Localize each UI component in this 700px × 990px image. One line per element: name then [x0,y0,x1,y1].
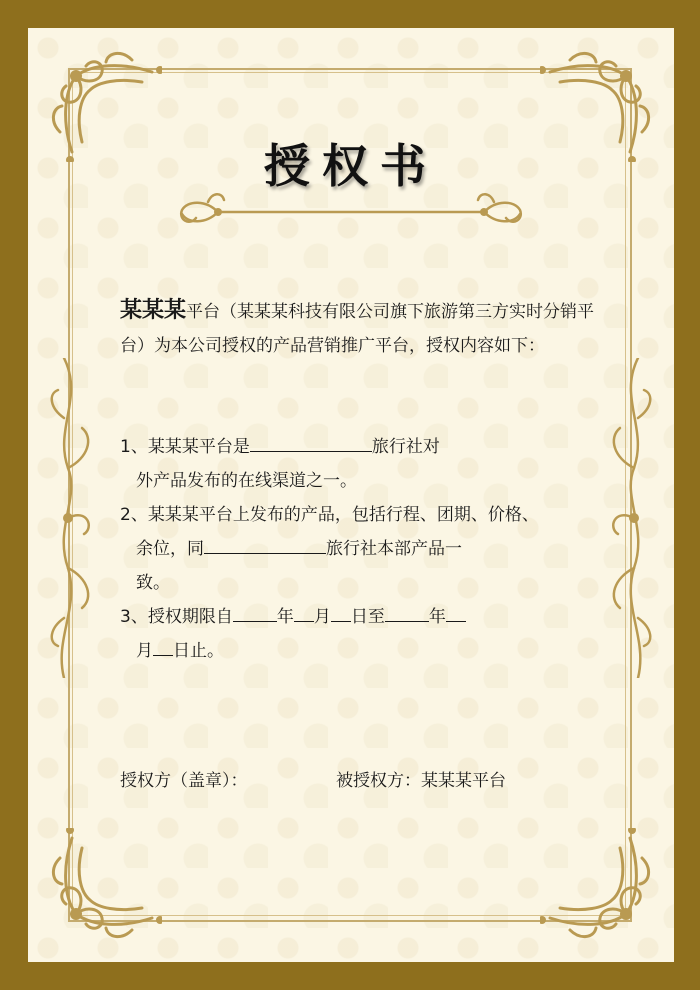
side-vine-ornament-icon [598,358,658,678]
signature-row [120,766,602,791]
corner-ornament-icon [42,828,162,948]
item2-text-a: 2、某某某平台上发布的产品，包括行程、团期、价格、 [120,505,539,525]
item3-year-start: 年 [276,607,294,627]
blank-line [294,603,314,622]
item1-text-b: 旅行社对 [371,437,440,457]
list-item [120,498,602,600]
item2-text-c: 旅行社本部产品一 [326,539,462,559]
grantor-label: 授权方（盖章）： [120,771,248,791]
blank-line [233,603,277,622]
intro-lead: 某某某 [120,298,187,323]
list-item [120,600,602,668]
item3-text-a: 3、授权期限自 [120,607,233,627]
item3-line2 [120,634,602,668]
item1-text-c: 外产品发布的在线渠道之一。 [136,471,357,491]
intro-paragraph [120,294,602,363]
blank-line [385,603,429,622]
blank-line [153,637,173,656]
blank-line [250,433,372,452]
item2-text-b: 余位，同 [136,539,204,559]
list-item [120,430,602,498]
document-title: 授权书 [264,139,438,193]
title-divider-ornament-icon [166,188,536,236]
intro-text: 平台（某某某科技有限公司旗下旅游第三方实时分销平台）为本公司授权的产品营销推广平台，授权内容如下： [120,302,595,356]
side-vine-ornament-icon [44,358,104,678]
corner-ornament-icon [540,828,660,948]
item2-line2 [120,532,602,566]
blank-line [446,603,466,622]
item2-text-d: 致。 [136,573,170,593]
item3-month-end: 月 [136,641,153,661]
certificate-page [28,28,674,962]
item3-year-end: 年 [428,607,446,627]
item3-month-start: 月 [313,607,331,627]
blank-line [331,603,351,622]
blank-line [204,535,326,554]
item1-text-a: 1、某某某平台是 [120,437,250,457]
item3-day-end: 日止。 [173,641,224,661]
item3-day-start: 日至 [350,607,385,627]
grantee-label: 被授权方：某某某平台 [336,771,506,791]
authorization-items [120,430,602,668]
